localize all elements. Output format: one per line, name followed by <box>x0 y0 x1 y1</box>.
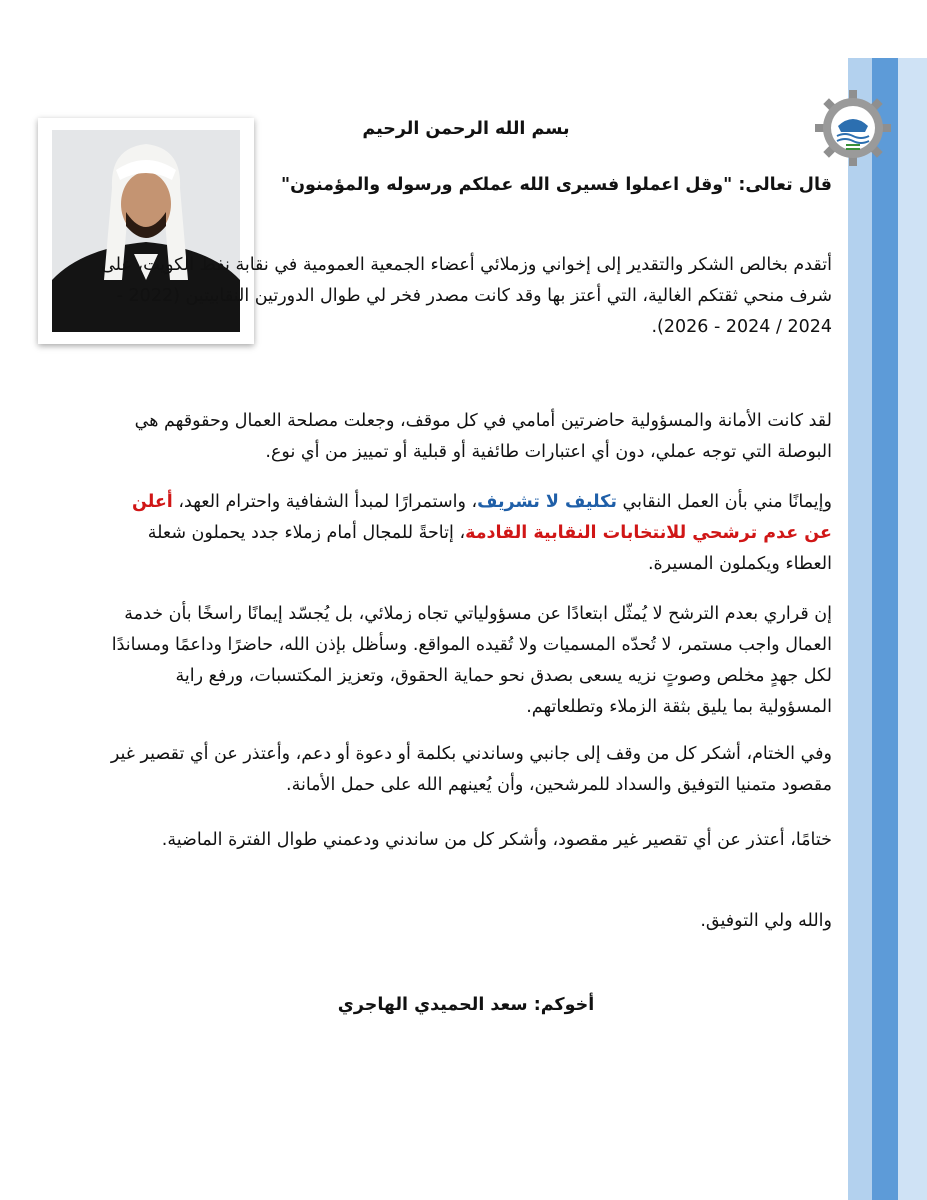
paragraph-announcement-part3: ، إتاحةً للمجال أمام زملاء جدد يحملون شعلة العطاء ويكملون المسيرة. <box>147 523 832 574</box>
basmala-heading: بسم الله الرحمن الرحيم <box>362 119 570 139</box>
closing-line: والله ولي التوفيق. <box>700 911 832 931</box>
paragraph-announcement-part2: ، واستمرارًا لمبدأ الشفافية واحترام العهد، <box>172 492 478 512</box>
quran-verse: قال تعالى: "وقل اعملوا فسيرى الله عملكم ورسوله والمؤمنون" <box>281 175 832 195</box>
signature: أخوكم: سعد الحميدي الهاجري <box>337 995 595 1015</box>
paragraph-announcement <box>100 487 832 580</box>
decorative-band-pale <box>898 58 927 1200</box>
paragraph-commitment: إن قراري بعدم الترشح لا يُمثّل ابتعادًا عن مسؤولياتي تجاه زملائي، بل يُجسّد إيمانًا راسخًا بأن خدمة العمال واجب مستمر، لا تُحدّه المسميات ولا تُقيده المواقع. وسأظل بإذن الله، حاضرًا وداعمًا ومساندًا لكل جهدٍ مخلص وصوتٍ نزيه يسعى بصدق نحو حماية الحقوق، وتعزيز المكتسبات، ورفع راية المسؤولية بما يليق بثقة الزملاء وتطلعاتهم. <box>111 604 832 717</box>
decorative-band-light <box>848 58 872 1200</box>
decorative-band-blue <box>872 58 898 1200</box>
highlight-assignment-phrase: تكليف لا تشريف <box>477 492 617 512</box>
paragraph-gratitude: وفي الختام، أشكر كل من وقف إلى جانبي وساندني بكلمة أو دعوة أو دعم، وأعتذر عن أي تقصير غير مقصود متمنيا التوفيق والسداد للمرشحين، وأن يُعينهم الله على حمل الأمانة. <box>110 744 832 795</box>
paragraph-responsibility: لقد كانت الأمانة والمسؤولية حاضرتين أمامي في كل موقف، وجعلت مصلحة العمال وحقوقهم هي البوصلة التي توجه عملي، دون أي اعتبارات طائفية أو قبلية أو تمييز من أي نوع. <box>134 411 832 462</box>
paragraph-announcement-part1: وإيمانًا مني بأن العمل النقابي <box>616 492 832 512</box>
paragraph-thanks: أتقدم بخالص الشكر والتقدير إلى إخواني وزملائي أعضاء الجمعية العمومية في نقابة نفط الكويت، على شرف منحي ثقتكم الغالية، التي أعتز بها وقد كانت مصدر فخر لي طوال الدورتين النقابيتين (2022 - 2024 / 2024 - 2026). <box>101 255 832 337</box>
paragraph-apology: ختامًا، أعتذر عن أي تقصير غير مقصود، وأشكر كل من ساندني ودعمني طوال الفترة الماضية. <box>161 830 832 850</box>
highlight-non-candidacy: أعلن عن عدم ترشحي للانتخابات النقابية القادمة <box>131 492 832 543</box>
